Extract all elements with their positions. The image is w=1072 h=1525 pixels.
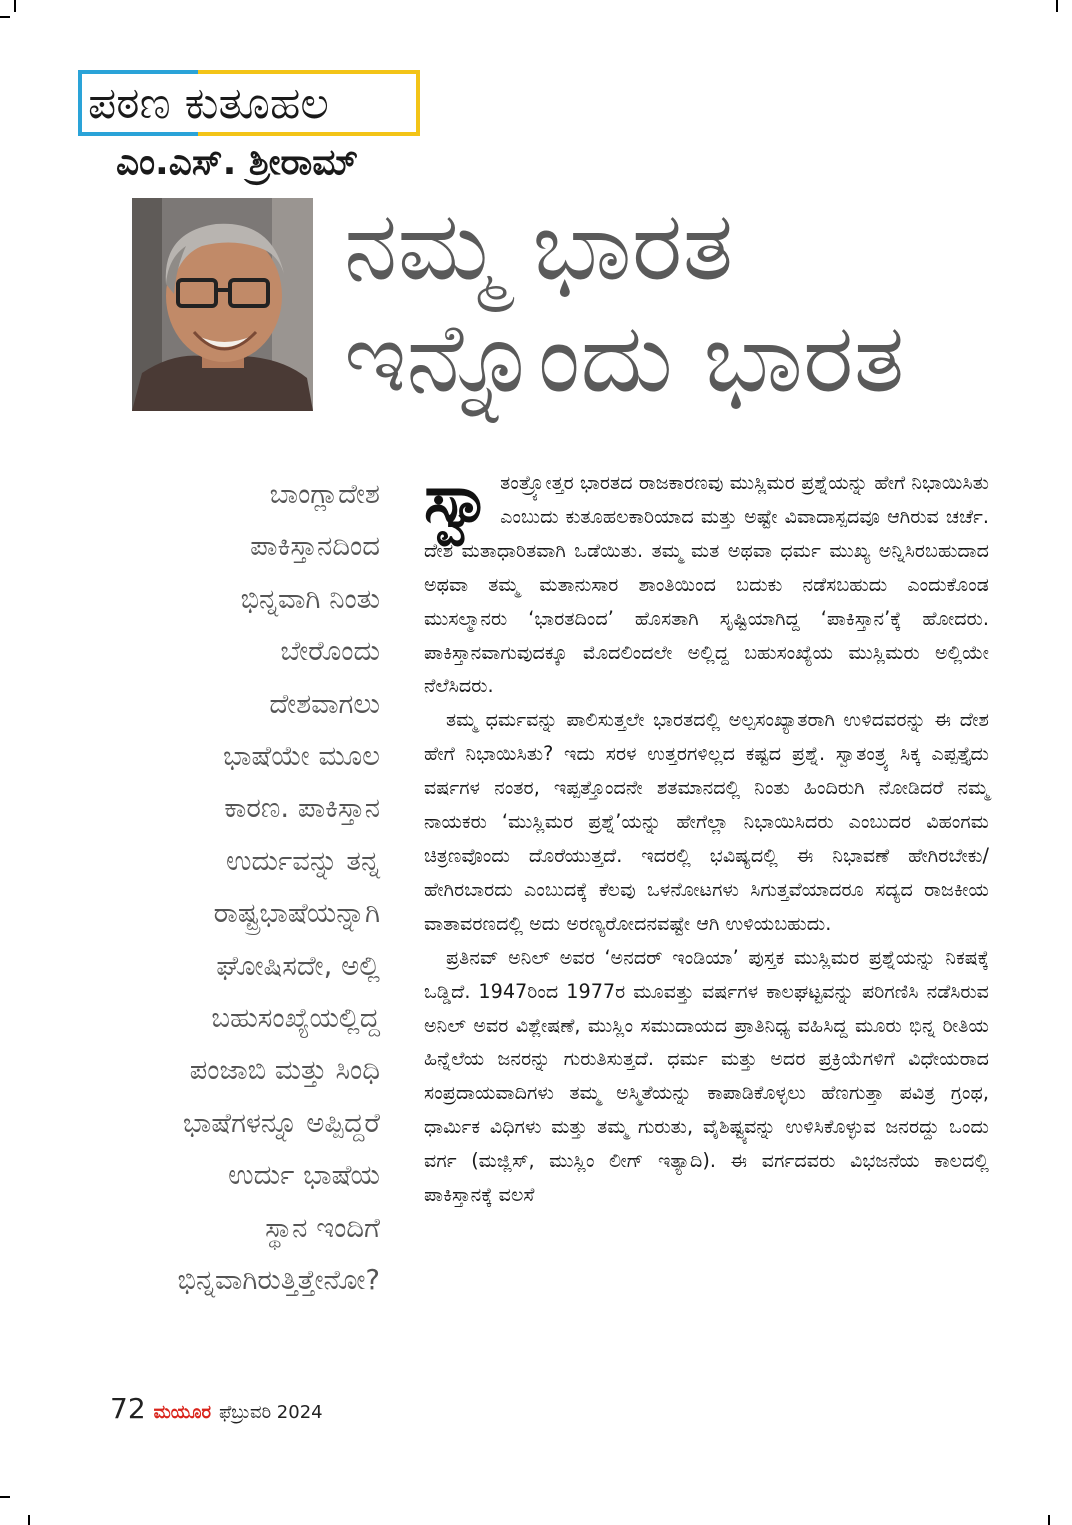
pull-quote-line: ಉರ್ದುವನ್ನು ತನ್ನ: [226, 844, 380, 877]
author-photo: [132, 198, 313, 411]
issue-date: ಫೆಬ್ರುವರಿ 2024: [219, 1402, 323, 1423]
magazine-logo: ಮಯೂರ: [153, 1402, 212, 1423]
pull-quote-line: ಕಾರಣ. ಪಾಕಿಸ್ತಾನ: [224, 792, 380, 825]
pull-quote: [108, 468, 380, 1307]
crop-mark: [0, 16, 10, 18]
crop-mark: [14, 0, 16, 12]
headline-line-2: ಇನ್ನೊಂದು ಭಾರತ: [344, 302, 905, 414]
column-title: ಪಠಣ ಕುತೂಹಲ: [88, 78, 329, 129]
crop-mark: [28, 1515, 30, 1525]
pull-quote-line: ರಾಷ್ಟ್ರಭಾಷೆಯನ್ನಾಗಿ: [213, 897, 380, 930]
pull-quote-line: ಬೇರೊಂದು: [280, 635, 380, 668]
author-name: ಎಂ.ಎಸ್. ಶ್ರೀರಾಮ್: [116, 142, 359, 183]
pull-quote-line: ಘೋಷಿಸದೇ, ಅಲ್ಲಿ: [216, 949, 380, 982]
article-paragraph-2: ತಮ್ಮ ಧರ್ಮವನ್ನು ಪಾಲಿಸುತ್ತಲೇ ಭಾರತದಲ್ಲಿ ಅಲ್ಪಸಂಖ್ಯಾತರಾಗಿ ಉಳಿದವರನ್ನು ಈ ದೇಶ ಹೇಗೆ ನಿಭಾಯಿಸಿತು? ಇದು ಸರಳ ಉತ್ತರಗಳಿಲ್ಲದ ಕಷ್ಟದ ಪ್ರಶ್ನೆ. ಸ್ವಾತಂತ್ರ್ಯ ಸಿಕ್ಕ ಎಪ್ಪತ್ತೈದು ವರ್ಷಗಳ ನಂತರ, ಇಪ್ಪತ್ತೊಂದನೇ ಶತಮಾನದಲ್ಲಿ ನಿಂತು ಹಿಂದಿರುಗಿ ನೋಡಿದರೆ ನಮ್ಮ ನಾಯಕರು ‘ಮುಸ್ಲಿಮರ ಪ್ರಶ್ನೆ’ಯನ್ನು ಹೇಗೆಲ್ಲಾ ನಿಭಾಯಿಸಿದರು ಎಂಬುದರ ವಿಹಂಗಮ ಚಿತ್ರಣವೊಂದು ದೊರೆಯುತ್ತದೆ. ಇದರಲ್ಲಿ ಭವಿಷ್ಯದಲ್ಲಿ ಈ ನಿಭಾವಣೆ ಹೇಗಿರಬೇಕು/ಹೇಗಿರಬಾರದು ಎಂಬುದಕ್ಕೆ ಕೆಲವು ಒಳನೋಟಗಳು ಸಿಗುತ್ತವೆಯಾದರೂ ಸದ್ಯದ ರಾಜಕೀಯ ವಾತಾವರಣದಲ್ಲಿ ಅದು ಅರಣ್ಯರೋದನವಷ್ಟೇ ಆಗಿ ಉಳಿಯಬಹುದು.: [424, 708, 989, 935]
pull-quote-line: ದೇಶವಾಗಲು: [269, 687, 380, 720]
pull-quote-line: ಬಾಂಗ್ಲಾದೇಶ: [269, 478, 380, 510]
pull-quote-line: ಭಾಷೆಯೇ ಮೂಲ: [222, 740, 380, 773]
pull-quote-line: ಬಹುಸಂಖ್ಯೆಯಲ್ಲಿದ್ದ: [211, 1002, 380, 1035]
pull-quote-line: ಪಂಜಾಬಿ ಮತ್ತು ಸಿಂಧಿ: [189, 1054, 380, 1087]
pull-quote-line: ಭಿನ್ನವಾಗಿ ನಿಂತು: [240, 582, 380, 615]
paragraph-text: ತಂತ್ರ್ಯೋತ್ತರ ಭಾರತದ ರಾಜಕಾರಣವು ಮುಸ್ಲಿಮರ ಪ್ರಶ್ನೆಯನ್ನು ಹೇಗೆ ನಿಭಾಯಿಸಿತು ಎಂಬುದು ಕುತೂಹಲಕಾರಿಯಾದ ಮತ್ತು ಅಷ್ಟೇ ವಿವಾದಾಸ್ಪದವೂ ಆಗಿರುವ ಚರ್ಚೆ. ದೇಶ ಮತಾಧಾರಿತವಾಗಿ ಒಡೆಯಿತು. ತಮ್ಮ ಮತ ಅಥವಾ ಧರ್ಮ ಮುಖ್ಯ ಅನ್ನಿಸಿರಬಹುದಾದ ಅಥವಾ ತಮ್ಮ ಮತಾನುಸಾರ ಶಾಂತಿಯಿಂದ ಬದುಕು ನಡೆಸಬಹುದು ಎಂದುಕೊಂಡ ಮುಸಲ್ಮಾನರು ‘ಭಾರತದಿಂದ’ ಹೊಸತಾಗಿ ಸೃಷ್ಟಿಯಾಗಿದ್ದ ‘ಪಾಕಿಸ್ತಾನ’ಕ್ಕೆ ಹೋದರು. ಪಾಕಿಸ್ತಾನವಾಗುವುದಕ್ಕೂ ಮೊದಲಿಂದಲೇ ಅಲ್ಲಿದ್ದ ಬಹುಸಂಖ್ಯೆಯ ಮುಸ್ಲಿಮರು ಅಲ್ಲಿಯೇ ನೆಲೆಸಿದರು.: [424, 471, 989, 698]
crop-mark: [1048, 1515, 1050, 1525]
crop-mark: [0, 1496, 10, 1498]
article-paragraph-1: [424, 460, 989, 703]
pull-quote-line: ಪಾಕಿಸ್ತಾನದಿಂದ: [250, 530, 380, 563]
headline-line-1: ನಮ್ಮ ಭಾರತ: [344, 190, 734, 302]
pull-quote-line: ಭಿನ್ನವಾಗಿರುತ್ತಿತ್ತೇನೋ?: [177, 1264, 380, 1297]
article-body: [424, 460, 989, 1212]
page-footer: [110, 1392, 323, 1428]
page-number: 72: [110, 1392, 146, 1425]
pull-quote-line: ಸ್ಥಾನ ಇಂದಿಗೆ: [265, 1211, 380, 1244]
drop-cap: ಸ್ವಾ: [424, 460, 495, 537]
crop-mark: [1056, 0, 1058, 12]
article-paragraph-3: ಪ್ರತಿನವ್ ಅನಿಲ್ ಅವರ ‘ಅನದರ್ ಇಂಡಿಯಾ’ ಪುಸ್ತಕ ಮುಸ್ಲಿಮರ ಪ್ರಶ್ನೆಯನ್ನು ನಿಕಷಕ್ಕೆ ಒಡ್ಡಿದೆ. 1947ರಿಂದ 1977ರ ಮೂವತ್ತು ವರ್ಷಗಳ ಕಾಲಘಟ್ಟವನ್ನು ಪರಿಗಣಿಸಿ ನಡೆಸಿರುವ ಅನಿಲ್ ಅವರ ವಿಶ್ಲೇಷಣೆ, ಮುಸ್ಲಿಂ ಸಮುದಾಯದ ಪ್ರಾತಿನಿಧ್ಯ ವಹಿಸಿದ್ದ ಮೂರು ಭಿನ್ನ ರೀತಿಯ ಹಿನ್ನೆಲೆಯ ಜನರನ್ನು ಗುರುತಿಸುತ್ತದೆ. ಧರ್ಮ ಮತ್ತು ಅದರ ಪ್ರಕ್ರಿಯೆಗಳಿಗೆ ವಿಧೇಯರಾದ ಸಂಪ್ರದಾಯವಾದಿಗಳು ತಮ್ಮ ಅಸ್ಮಿತೆಯನ್ನು ಕಾಪಾಡಿಕೊಳ್ಳಲು ಹೆಣಗುತ್ತಾ ಪವಿತ್ರ ಗ್ರಂಥ, ಧಾರ್ಮಿಕ ವಿಧಿಗಳು ಮತ್ತು ತಮ್ಮ ಗುರುತು, ವೈಶಿಷ್ಟ್ಯವನ್ನು ಉಳಿಸಿಕೊಳ್ಳುವ ಜನರದ್ದು ಒಂದು ವರ್ಗ (ಮಜ್ಲಿಸ್, ಮುಸ್ಲಿಂ ಲೀಗ್ ಇತ್ಯಾದಿ). ಈ ವರ್ಗದವರು ವಿಭಜನೆಯ ಕಾಲದಲ್ಲಿ ಪಾಕಿಸ್ತಾನಕ್ಕೆ ವಲಸೆ: [424, 945, 989, 1207]
pull-quote-line: ಭಾಷೆಗಳನ್ನೂ ಅಪ್ಪಿದ್ದರೆ: [182, 1106, 380, 1139]
pull-quote-line: ಉರ್ದು ಭಾಷೆಯ: [228, 1159, 380, 1192]
